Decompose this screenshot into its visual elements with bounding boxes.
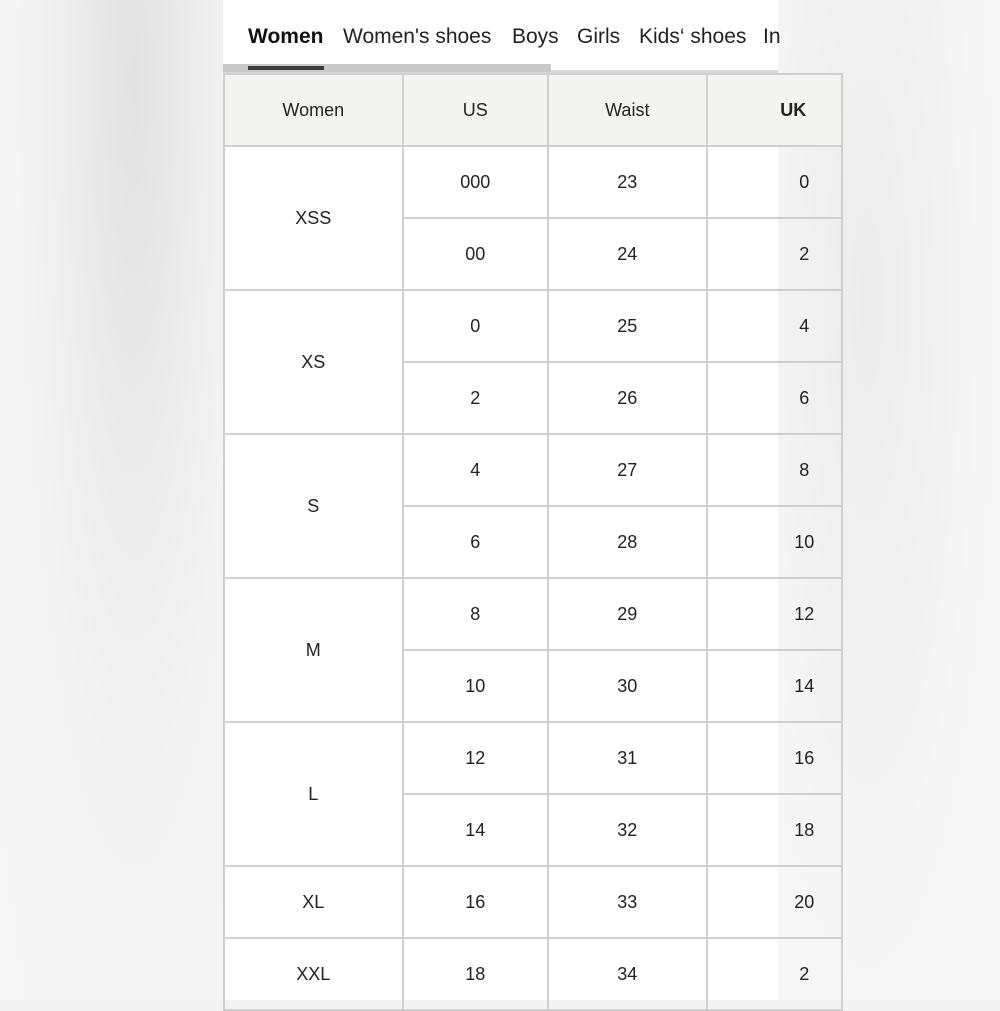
us-size-cell: 18 — [403, 938, 548, 1010]
size-label-cell: XS — [224, 290, 403, 434]
header-women: Women — [224, 74, 403, 146]
uk-size-cell: 12 — [707, 578, 842, 650]
size-chart-table — [223, 73, 843, 1011]
size-label-cell: XXL — [224, 938, 403, 1010]
us-size-cell: 8 — [403, 578, 548, 650]
table-row — [224, 938, 842, 1010]
size-chart-body — [224, 146, 842, 1010]
uk-size-cell: 20 — [707, 866, 842, 938]
uk-size-cell: 16 — [707, 722, 842, 794]
waist-cell: 26 — [548, 362, 707, 434]
table-row — [224, 578, 842, 650]
size-label-cell: S — [224, 434, 403, 578]
header-waist: Waist — [548, 74, 707, 146]
waist-cell: 28 — [548, 506, 707, 578]
table-row — [224, 722, 842, 794]
tab-more[interactable]: In — [763, 25, 781, 48]
us-size-cell: 000 — [403, 146, 548, 218]
header-us: US — [403, 74, 548, 146]
category-tabs — [223, 0, 781, 74]
uk-size-cell: 4 — [707, 290, 842, 362]
uk-size-cell: 2 — [707, 938, 842, 1010]
background-left — [0, 0, 223, 1000]
size-label-cell: L — [224, 722, 403, 866]
tab-kids-shoes[interactable]: Kids‘ shoes — [639, 25, 747, 48]
waist-cell: 29 — [548, 578, 707, 650]
waist-cell: 32 — [548, 794, 707, 866]
tab-women[interactable]: Women — [248, 25, 324, 48]
us-size-cell: 14 — [403, 794, 548, 866]
size-label-cell: XSS — [224, 146, 403, 290]
us-size-cell: 12 — [403, 722, 548, 794]
table-row — [224, 146, 842, 218]
waist-cell: 34 — [548, 938, 707, 1010]
uk-size-cell: 2 — [707, 218, 842, 290]
waist-cell: 25 — [548, 290, 707, 362]
waist-cell: 33 — [548, 866, 707, 938]
tab-womens-shoes[interactable]: Women's shoes — [343, 25, 492, 48]
table-row — [224, 866, 842, 938]
waist-cell: 31 — [548, 722, 707, 794]
us-size-cell: 2 — [403, 362, 548, 434]
us-size-cell: 0 — [403, 290, 548, 362]
uk-size-cell: 0 — [707, 146, 842, 218]
table-header-row — [224, 74, 842, 146]
us-size-cell: 6 — [403, 506, 548, 578]
size-label-cell: XL — [224, 866, 403, 938]
active-tab-indicator — [248, 66, 324, 70]
us-size-cell: 16 — [403, 866, 548, 938]
size-label-cell: M — [224, 578, 403, 722]
waist-cell: 27 — [548, 434, 707, 506]
tab-girls[interactable]: Girls — [577, 25, 621, 48]
uk-size-cell: 6 — [707, 362, 842, 434]
us-size-cell: 4 — [403, 434, 548, 506]
waist-cell: 23 — [548, 146, 707, 218]
us-size-cell: 00 — [403, 218, 548, 290]
size-guide-screen — [223, 0, 815, 1000]
us-size-cell: 10 — [403, 650, 548, 722]
uk-size-cell: 18 — [707, 794, 842, 866]
table-row — [224, 434, 842, 506]
uk-size-cell: 10 — [707, 506, 842, 578]
table-row — [224, 290, 842, 362]
header-uk: UK — [707, 74, 842, 146]
waist-cell: 24 — [548, 218, 707, 290]
uk-size-cell: 14 — [707, 650, 842, 722]
tab-boys[interactable]: Boys — [512, 25, 559, 48]
uk-size-cell: 8 — [707, 434, 842, 506]
waist-cell: 30 — [548, 650, 707, 722]
